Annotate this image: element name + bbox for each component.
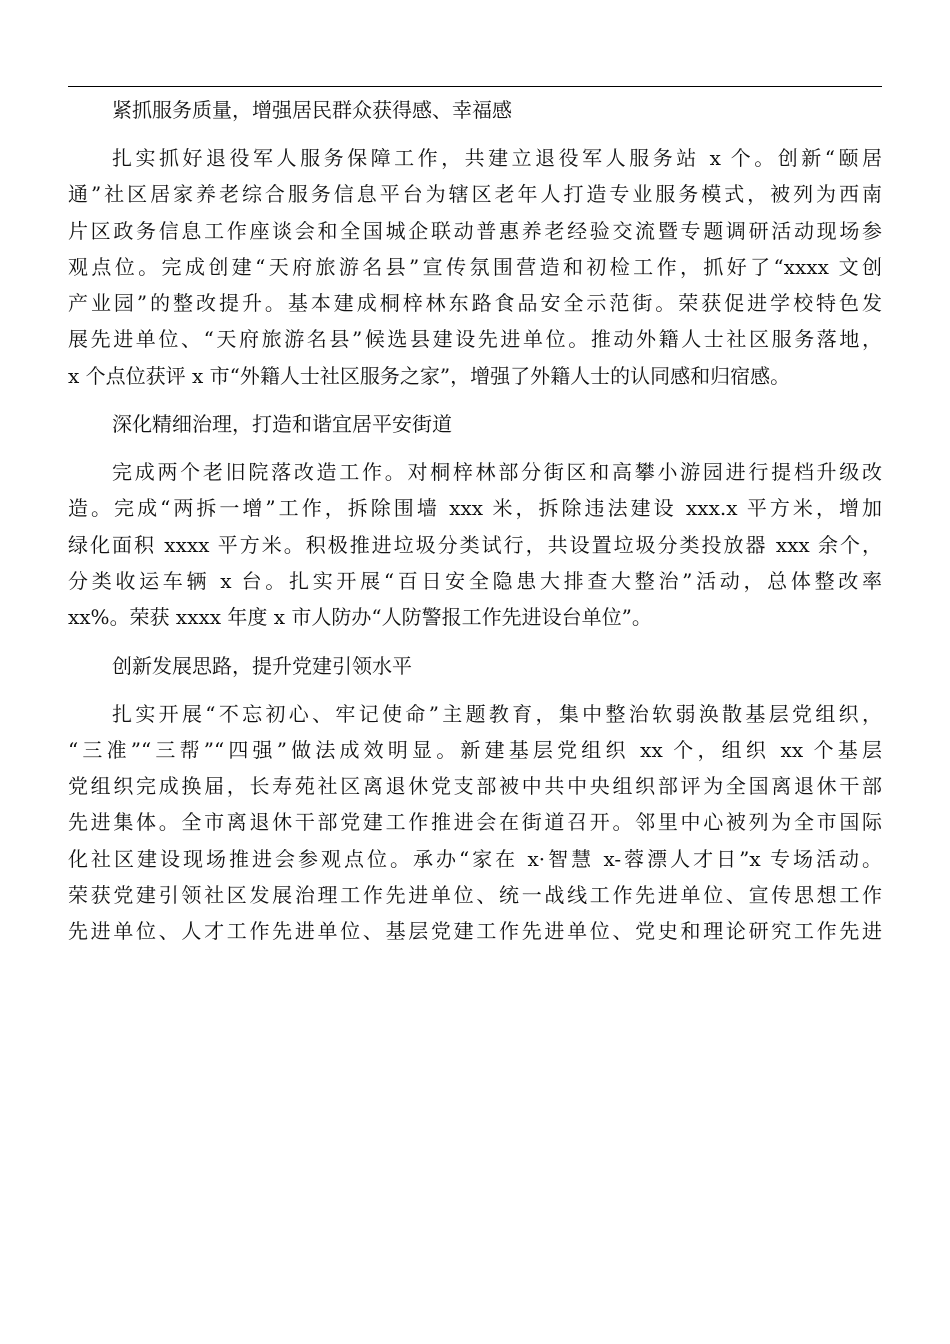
paragraph-line: 党组织完成换届，长寿苑社区离退休党支部被中共中央组织部评为全国离退休干部 (68, 774, 882, 799)
paragraph-line: 扎实抓好退役军人服务保障工作，共建立退役军人服务站 x 个。创新“颐居 (112, 146, 882, 170)
section-heading-service: 紧抓服务质量，增强居民群众获得感、幸福感 (112, 98, 512, 122)
paragraph-line: x 个点位获评 x 市“外籍人士社区服务之家”，增强了外籍人士的认同感和归宿感。 (68, 363, 791, 388)
section-heading-party-building: 创新发展思路，提升党建引领水平 (112, 653, 412, 678)
paragraph-line: 造。完成“两拆一增”工作，拆除围墙 xxx 米，拆除违法建设 xxx.x 平方米，增加 (68, 496, 882, 521)
paragraph-line: 先进单位、人才工作先进单位、基层党建工作先进单位、党史和理论研究工作先进 (68, 919, 882, 944)
document-body (68, 92, 882, 962)
paragraph-governance (68, 454, 882, 635)
paragraph-line: xx%。荣获 xxxx 年度 x 市人防办“人防警报工作先进设台单位”。 (68, 605, 652, 630)
paragraph-service (68, 140, 882, 394)
section-heading-governance: 深化精细治理，打造和谐宜居平安街道 (112, 412, 452, 437)
paragraph-line: 分类收运车辆 x 台。扎实开展“百日安全隐患大排查大整治”活动，总体整改率 (68, 568, 882, 593)
paragraph-line: 化社区建设现场推进会参观点位。承办“家在 x·智慧 x-蓉漂人才日”x 专场活动。 (68, 846, 882, 871)
paragraph-line: “三准”“三帮”“四强”做法成效明显。新建基层党组织 xx 个，组织 xx 个基层 (68, 737, 882, 762)
paragraph-line: 荣获党建引领社区发展治理工作先进单位、统一战线工作先进单位、宣传思想工作 (68, 883, 882, 908)
paragraph-line: 完成两个老旧院落改造工作。对桐梓林部分街区和高攀小游园进行提档升级改 (112, 460, 882, 485)
paragraph-party-building (68, 696, 882, 950)
paragraph-line: 展先进单位、“天府旅游名县”候选县建设先进单位。推动外籍人士社区服务落地， (68, 327, 882, 352)
paragraph-line: 片区政务信息工作座谈会和全国城企联动普惠养老经验交流暨专题调研活动现场参 (68, 218, 882, 243)
paragraph-line: 观点位。完成创建“天府旅游名县”宣传氛围营造和初检工作，抓好了“xxxx 文创 (68, 254, 882, 279)
paragraph-line: 先进集体。全市离退休干部党建工作推进会在街道召开。邻里中心被列为全市国际 (68, 810, 882, 835)
paragraph-line: 产业园”的整改提升。基本建成桐梓林东路食品安全示范街。荣获促进学校特色发 (68, 291, 882, 316)
header-rule (68, 86, 882, 87)
paragraph-line: 绿化面积 xxxx 平方米。积极推进垃圾分类试行，共设置垃圾分类投放器 xxx 余个， (68, 532, 882, 557)
paragraph-line: 扎实开展“不忘初心、牢记使命”主题教育，集中整治软弱涣散基层党组织， (112, 701, 882, 726)
paragraph-line: 通”社区居家养老综合服务信息平台为辖区老年人打造专业服务模式，被列为西南 (68, 182, 882, 207)
